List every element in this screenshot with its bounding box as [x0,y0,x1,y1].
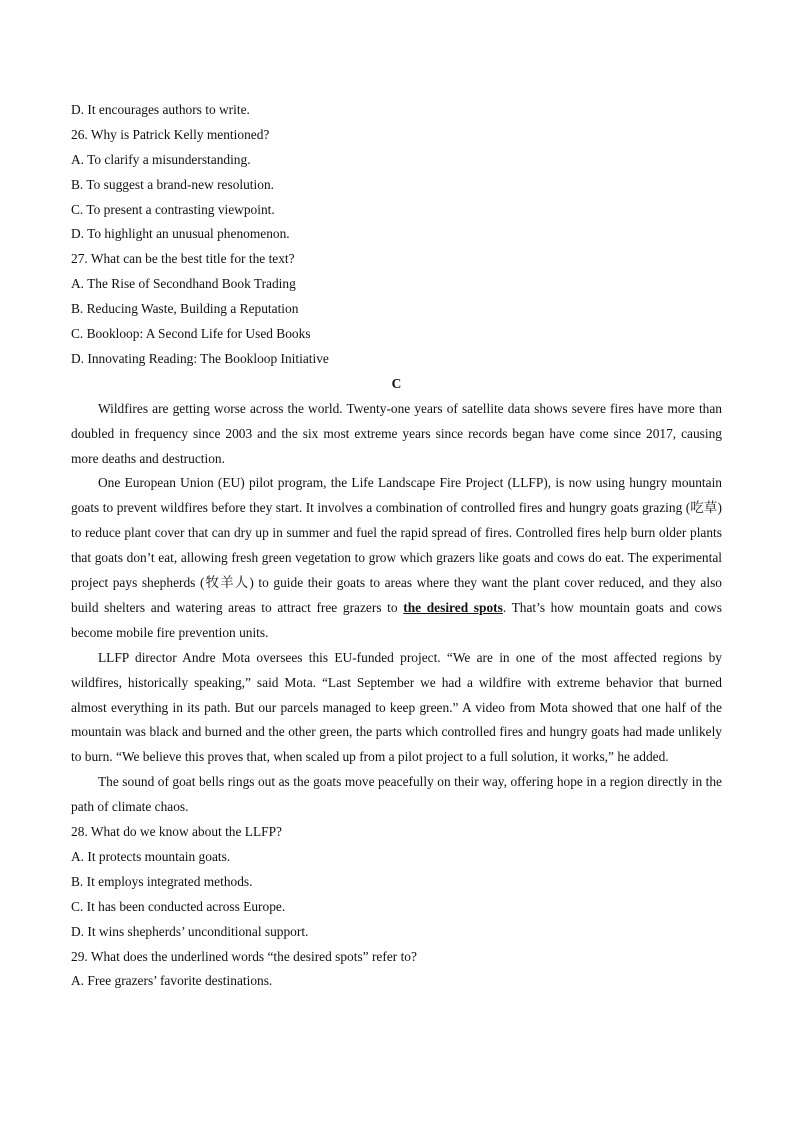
option-25d: D. It encourages authors to write. [71,102,250,117]
option-26c: C. To present a contrasting viewpoint. [71,201,275,217]
underlined-phrase: the desired spots [403,599,503,615]
section-c-title: C [391,375,402,391]
option-26b: B. To suggest a brand-new resolution. [71,176,274,192]
paragraph-1: Wildfires are getting worse across the world. Twenty-one years of satellite data shows severe fires have more than doubled in frequency since 2003 and the six most extreme years since records began have come since 2017, causing more deaths and destruction. [71,400,722,466]
option-28b: B. It employs integrated methods. [71,873,253,889]
option-28a: A. It protects mountain goats. [71,848,231,864]
question-26: 26. Why is Patrick Kelly mentioned? [71,126,270,142]
question-28: 28. What do we know about the LLFP? [71,824,282,840]
option-27b: B. Reducing Waste, Building a Reputation [71,301,299,317]
paragraph-3: LLFP director Andre Mota oversees this EU-funded project. “We are in one of the most affected regions by wildfires, historically speaking,” said Mota. “Last September we had a wildfire with extreme behavior that burned almost everything in its path. But our parcels managed to keep green.” A video from Mota showed that one half of the mountain was black and burned and the other green, the parts which controlled fires and hungry goats had made unlikely to burn. “We believe this proves that, when scaled up from a pilot project to a full solution, it works,” he added. [71,649,722,765]
question-29: 29. What does the underlined words “the desired spots” refer to? [71,948,417,964]
paragraph-2-text-before: One European Union (EU) pilot program, the Life Landscape Fire Project (LLFP), is now using hungry mountain goats to prevent wildfires before they start. It involves a combination of controlled fires and hungry goats grazing (吃草) to reduce plant cover that can dry up in summer and fuel the rapid spread of fires. Controlled fires help burn older plants that goats don’t eat, allowing fresh green vegetation to grow which grazers like goats and cows do eat. The experimental project pays shepherds (牧羊人) to guide their goats to areas where they want the plant cover reduced, and they also build shelters and watering areas to attract free grazers to [71,475,722,615]
question-27: 27. What can be the best title for the text? [71,251,295,267]
paragraph-4: The sound of goat bells rings out as the goats move peacefully on their way, offering hope in a region directly in the path of climate chaos. [71,774,722,815]
option-27c: C. Bookloop: A Second Life for Used Books [71,326,311,342]
paragraph-2-text-after: . That’s how mountain goats and cows become mobile fire prevention units. [71,599,722,640]
option-28c: C. It has been conducted across Europe. [71,898,286,914]
option-26d: D. To highlight an unusual phenomenon. [71,226,290,242]
paragraph-2 [71,471,722,645]
option-27d: D. Innovating Reading: The Bookloop Initiative [71,350,329,366]
option-29a: A. Free grazers’ favorite destinations. [71,973,273,989]
document-page [71,98,722,994]
option-27a: A. The Rise of Secondhand Book Trading [71,276,296,292]
option-28d: D. It wins shepherds’ unconditional support. [71,923,309,939]
option-26a: A. To clarify a misunderstanding. [71,151,251,167]
